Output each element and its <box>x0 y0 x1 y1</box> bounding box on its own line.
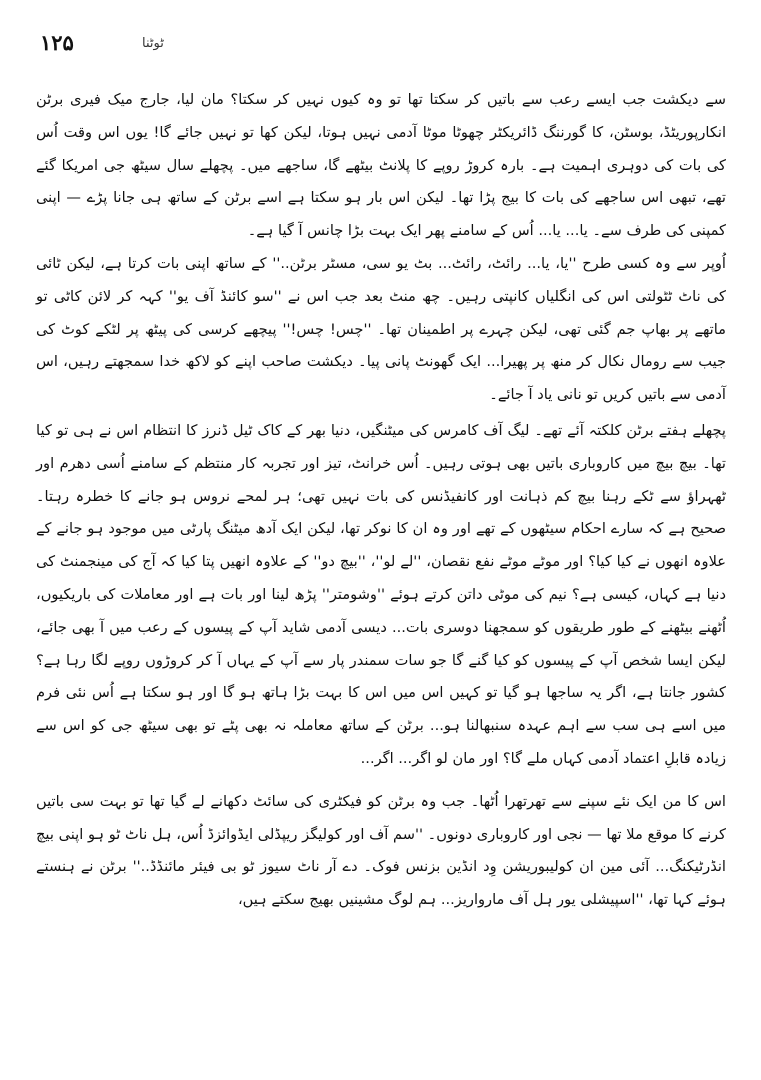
paragraph-3: پچھلے ہفتے برٹن کلکتہ آئے تھے۔ لیگ آف کامرس کی میٹنگیں، دنیا بھر کے کاک ٹیل ڈنرز کا انتظام اس نے ہی تو کیا تھا۔ بیچ بیچ میں کاروباری باتیں بھی ہوتی رہیں۔ اُس خرانٹ، تیز اور تجربہ کار منتظم کے سامنے اُسی دھرم اور ٹھہراؤ سے ٹکے رہنا بیچ کم ذہانت اور کانفیڈنس کی بات نہیں تھی؛ ہر لمحے نروس ہو جانے کا خطرہ رہتا۔ صحیح ہے کہ سارے احکام سیٹھوں کے تھے اور وہ ان کا نوکر تھا، لیکن ایک آدھ میٹنگ پارٹی میں موجود ہو جانے کے علاوہ انھوں نے کیا کیا؟ اور موٹے موٹے نفع نقصان، ''لے لو''، ''بیچ دو'' کے علاوہ انھیں پتا کیا کہ آج کی مینجمنٹ کی دنیا ہے کہاں، کیسی ہے؟ نیم کی موٹی داتن کرتے ہوئے ''وشومتر'' پڑھ لینا اور بات ہے اور معاملات کی باریکیوں، اُٹھنے بیٹھنے کے طور طریقوں کو سمجھنا دوسری بات... دیسی آدمی شاید آپ کے پیسوں کے رعب میں آ بھی جائے، لیکن ایسا شخص آپ کے پیسوں کو کیا گنے گا جو سات سمندر پار سے آپ کے یہاں آ کر کروڑوں روپے لگا رہا ہے؟ کشور جانتا ہے، اگر یہ ساجھا ہو گیا تو کہیں اس میں اس کا بہت بڑا ہاتھ ہو گا اور ہو سکتا ہے اُس نئی فرم میں اسے ہی سب سے اہم عہدہ سنبھالنا ہو... برٹن کے ساتھ معاملہ نہ بھی پٹے تو بھی سیٹھ جی کو اس سے زیادہ قابلِ اعتماد آدمی کہاں ملے گا؟ اور مان لو اگر... اگر... <box>36 421 726 767</box>
running-title: ٹوٹنا <box>142 36 164 51</box>
paragraph-4: اس کا من ایک نئے سپنے سے تھرتھرا اُٹھا۔ جب وہ برٹن کو فیکٹری کی سائٹ دکھانے لے گیا تھا تو بہت سی باتیں کرنے کا موقع ملا تھا — نجی اور کاروباری دونوں۔ ''سم آف اور کولیگز ریپڈلی ایڈوائزڈ اُس، ہل ناٹ ٹو ہو اپنی بیچ انڈرٹیکنگ... آئی مین ان کولیبوریشن وِد انڈین بزنس فوک۔ دے آر ناٹ سیوز ٹو بی فیئر مائنڈڈ..'' برٹن نے ہنستے ہوئے کہا تھا، ''اسپیشلی یور ہل آف مارواریز... ہم لوگ مشینیں بھیج سکتے ہیں، <box>36 792 726 909</box>
paragraph-2: اُوپر سے وہ کسی طرح ''یا، یا... رائٹ، رائٹ... بٹ یو سی، مسٹر برٹن..'' کے ساتھ اپنی بات کرتا ہے، لیکن ٹائی کی ناٹ ٹٹولتی اس کی انگلیاں کانپتی رہیں۔ چھ منٹ بعد جب اس نے ''سو کائنڈ آف یو'' کہہ کر لائن کاٹی تو ماتھے پر بھاپ جم گئی تھی، لیکن چہرے پر اطمینان تھا۔ ''چس! چس!'' پیچھے کرسی کی پیٹھ پر لٹکے کوٹ کی جیب سے رومال نکال کر منھ پر پھیرا... ایک گھونٹ پانی پیا۔ دیکشت صاحب اپنے کو لاکھ خدا سمجھتے رہیں، اس آدمی سے باتیں کریں تو نانی یاد آ جائے۔ <box>36 254 726 404</box>
page-header <box>30 30 731 64</box>
page-number: ١٢۵ <box>40 30 74 55</box>
body-text <box>36 84 726 917</box>
paragraph-1: سے دیکشت جب ایسے رعب سے باتیں کر سکتا تھا تو وہ کیوں نہیں کر سکتا؟ مان لیا، جارج میک فیری برٹن انکارپوریٹڈ، بوسٹن، کا گورننگ ڈائریکٹر چھوٹا موٹا آدمی نہیں ہوتا، لیکن کھا تو نہیں جائے گا! یوں اس وقت اُس کی بات کی دوہری اہمیت ہے۔ بارہ کروڑ روپے کا پلانٹ بیٹھے گا، ساجھے میں۔ پچھلے سال سیٹھ جی امریکا گئے تھے، تبھی اس ساجھے کی بات کا بیج پڑا تھا۔ لیکن اس بار ہو سکتا ہے اسے برٹن کے ساتھ ہی جانا پڑے — اپنی کمپنی کی طرف سے۔ یا... یا... اُس کے سامنے پھر ایک بہت بڑا چانس آ گیا ہے۔ <box>36 91 726 240</box>
